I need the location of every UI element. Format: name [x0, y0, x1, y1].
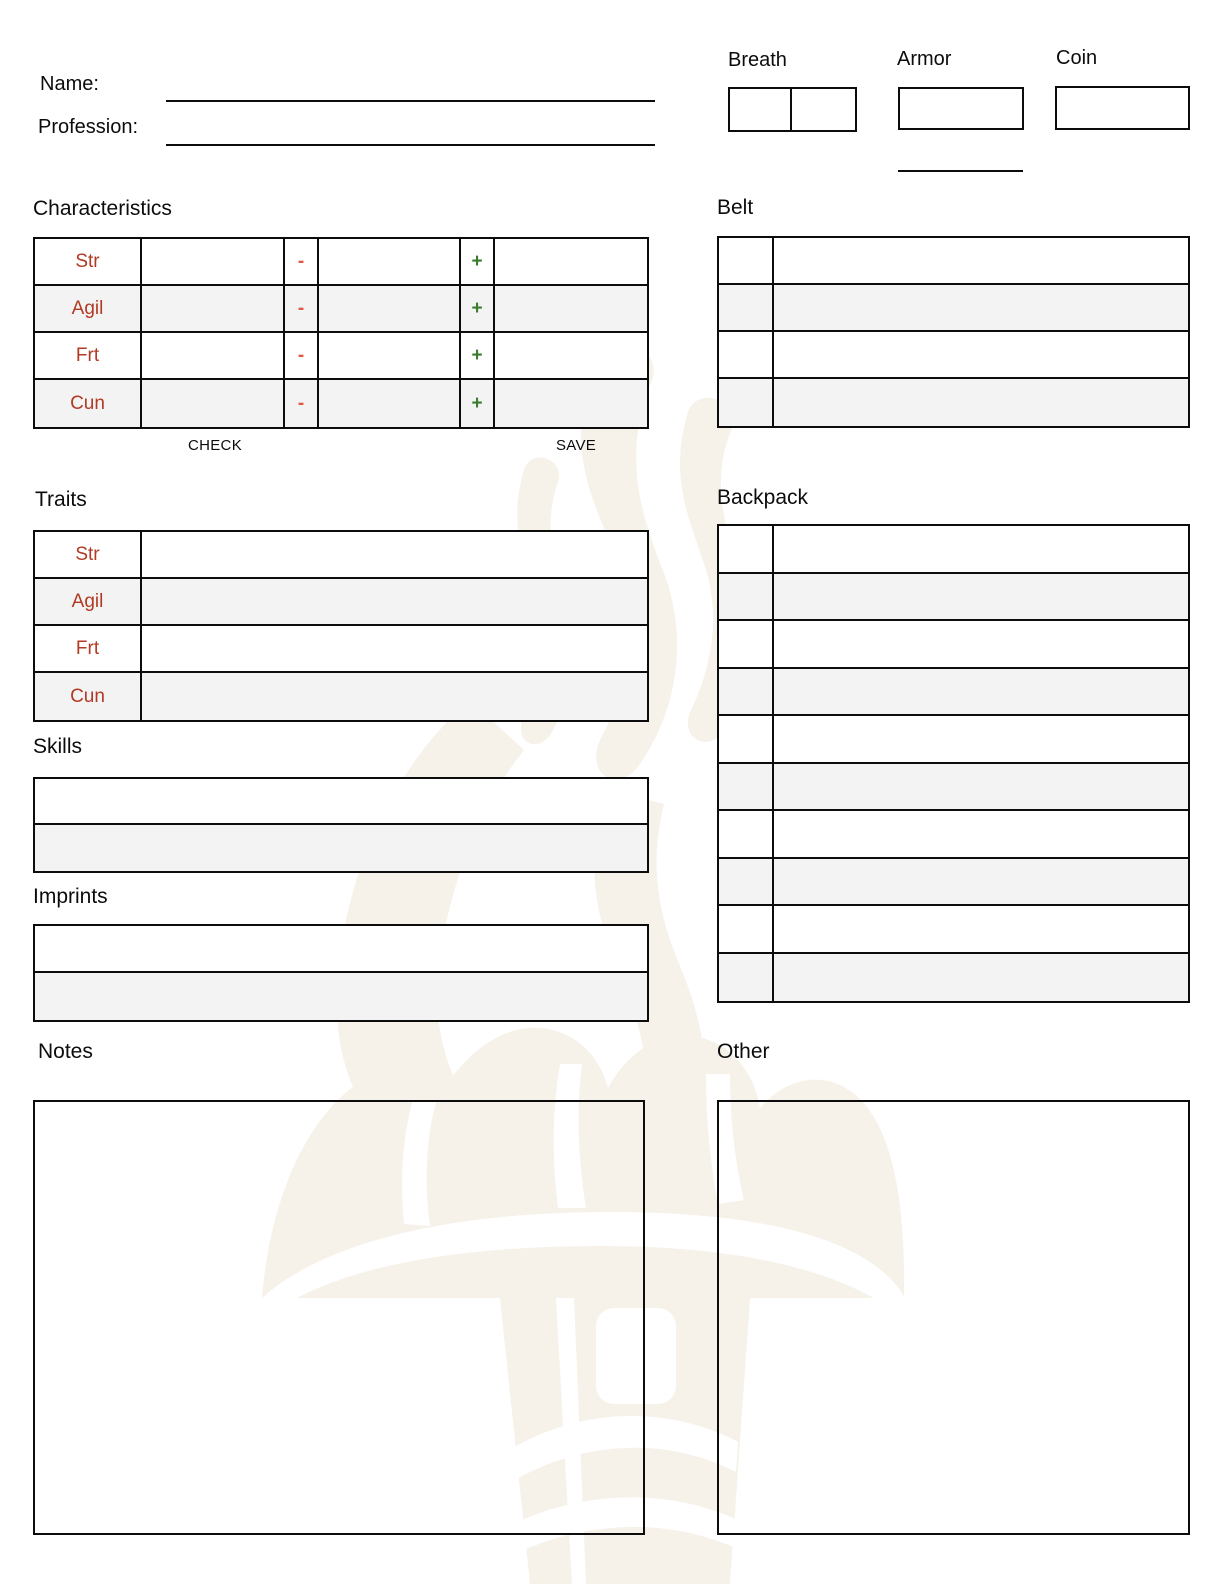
backpack-table: [717, 524, 1190, 1003]
char-frt-check-field[interactable]: [142, 333, 285, 378]
backpack-row: [719, 811, 1188, 859]
breath-label: Breath: [728, 49, 787, 71]
plus-symbol: +: [461, 333, 495, 378]
backpack-slot-field[interactable]: [719, 764, 774, 810]
char-str-mid-field[interactable]: [319, 239, 461, 284]
backpack-slot-field[interactable]: [719, 669, 774, 715]
backpack-row: [719, 574, 1188, 622]
char-frt-save-field[interactable]: [495, 333, 647, 378]
check-caption: CHECK: [187, 437, 243, 454]
notes-title: Notes: [38, 1040, 93, 1063]
belt-slot-field[interactable]: [719, 285, 774, 330]
imprints-table: [33, 924, 649, 1022]
char-cun-check-field[interactable]: [142, 380, 285, 427]
belt-row: [719, 238, 1188, 285]
profession-field[interactable]: [166, 114, 655, 146]
characteristics-row-frt: [35, 333, 647, 380]
imprints-title: Imprints: [33, 885, 108, 908]
backpack-title: Backpack: [717, 486, 809, 509]
backpack-slot-field[interactable]: [719, 859, 774, 905]
traits-row-agil: [35, 579, 647, 626]
imprints-row[interactable]: [35, 973, 647, 1020]
backpack-slot-field[interactable]: [719, 621, 774, 667]
backpack-row: [719, 526, 1188, 574]
backpack-item-field[interactable]: [774, 859, 1188, 905]
name-label: Name:: [40, 73, 99, 95]
char-cun-save-field[interactable]: [495, 380, 647, 427]
belt-row: [719, 379, 1188, 426]
minus-symbol: -: [285, 286, 319, 331]
backpack-item-field[interactable]: [774, 954, 1188, 1002]
belt-title: Belt: [717, 196, 754, 219]
characteristics-row-str: [35, 239, 647, 286]
traits-row-cun: [35, 673, 647, 720]
minus-symbol: -: [285, 239, 319, 284]
minus-symbol: -: [285, 333, 319, 378]
trait-label-cun: Cun: [35, 673, 142, 720]
belt-row: [719, 285, 1188, 332]
char-agil-mid-field[interactable]: [319, 286, 461, 331]
imprints-row[interactable]: [35, 926, 647, 973]
backpack-item-field[interactable]: [774, 811, 1188, 857]
belt-item-field[interactable]: [774, 332, 1188, 377]
backpack-row: [719, 621, 1188, 669]
trait-label-frt: Frt: [35, 626, 142, 671]
armor-label: Armor: [897, 48, 952, 70]
backpack-item-field[interactable]: [774, 621, 1188, 667]
minus-symbol: -: [285, 380, 319, 427]
traits-row-frt: [35, 626, 647, 673]
save-caption: SAVE: [555, 437, 597, 454]
trait-frt-field[interactable]: [142, 626, 647, 671]
coin-box[interactable]: [1055, 86, 1190, 130]
backpack-item-field[interactable]: [774, 764, 1188, 810]
other-box[interactable]: [717, 1100, 1190, 1535]
characteristics-row-cun: [35, 380, 647, 427]
char-str-save-field[interactable]: [495, 239, 647, 284]
char-agil-check-field[interactable]: [142, 286, 285, 331]
characteristics-table: [33, 237, 649, 429]
skills-table: [33, 777, 649, 873]
belt-slot-field[interactable]: [719, 332, 774, 377]
backpack-row: [719, 669, 1188, 717]
name-field[interactable]: [166, 70, 655, 102]
armor-extra-line[interactable]: [898, 145, 1023, 172]
breath-cell-left[interactable]: [730, 89, 792, 130]
backpack-item-field[interactable]: [774, 669, 1188, 715]
belt-item-field[interactable]: [774, 285, 1188, 330]
backpack-row: [719, 716, 1188, 764]
skills-title: Skills: [33, 735, 83, 758]
backpack-slot-field[interactable]: [719, 811, 774, 857]
belt-slot-field[interactable]: [719, 379, 774, 426]
plus-symbol: +: [461, 239, 495, 284]
char-cun-mid-field[interactable]: [319, 380, 461, 427]
armor-box[interactable]: [898, 87, 1024, 130]
backpack-row: [719, 906, 1188, 954]
trait-cun-field[interactable]: [142, 673, 647, 720]
char-label-cun: Cun: [35, 380, 142, 427]
char-agil-save-field[interactable]: [495, 286, 647, 331]
backpack-slot-field[interactable]: [719, 906, 774, 952]
char-label-str: Str: [35, 239, 142, 284]
traits-title: Traits: [35, 488, 87, 511]
breath-box: [728, 87, 857, 132]
traits-row-str: [35, 532, 647, 579]
backpack-item-field[interactable]: [774, 906, 1188, 952]
backpack-item-field[interactable]: [774, 526, 1188, 572]
profession-label: Profession:: [38, 116, 139, 138]
plus-symbol: +: [461, 286, 495, 331]
char-label-agil: Agil: [35, 286, 142, 331]
notes-box[interactable]: [33, 1100, 645, 1535]
breath-cell-right[interactable]: [792, 89, 855, 130]
characteristics-row-agil: [35, 286, 647, 333]
backpack-slot-field[interactable]: [719, 716, 774, 762]
backpack-row: [719, 764, 1188, 812]
other-title: Other: [717, 1040, 770, 1063]
backpack-row: [719, 954, 1188, 1002]
backpack-item-field[interactable]: [774, 574, 1188, 620]
backpack-row: [719, 859, 1188, 907]
coin-label: Coin: [1056, 47, 1098, 69]
char-str-check-field[interactable]: [142, 239, 285, 284]
trait-agil-field[interactable]: [142, 579, 647, 624]
skills-row[interactable]: [35, 825, 647, 871]
char-label-frt: Frt: [35, 333, 142, 378]
backpack-slot-field[interactable]: [719, 954, 774, 1002]
backpack-slot-field[interactable]: [719, 574, 774, 620]
traits-table: [33, 530, 649, 722]
belt-item-field[interactable]: [774, 379, 1188, 426]
char-frt-mid-field[interactable]: [319, 333, 461, 378]
trait-label-agil: Agil: [35, 579, 142, 624]
trait-label-str: Str: [35, 532, 142, 577]
skills-row[interactable]: [35, 779, 647, 825]
belt-item-field[interactable]: [774, 238, 1188, 283]
belt-row: [719, 332, 1188, 379]
backpack-slot-field[interactable]: [719, 526, 774, 572]
belt-slot-field[interactable]: [719, 238, 774, 283]
plus-symbol: +: [461, 380, 495, 427]
belt-table: [717, 236, 1190, 428]
trait-str-field[interactable]: [142, 532, 647, 577]
characteristics-title: Characteristics: [33, 197, 172, 220]
backpack-item-field[interactable]: [774, 716, 1188, 762]
